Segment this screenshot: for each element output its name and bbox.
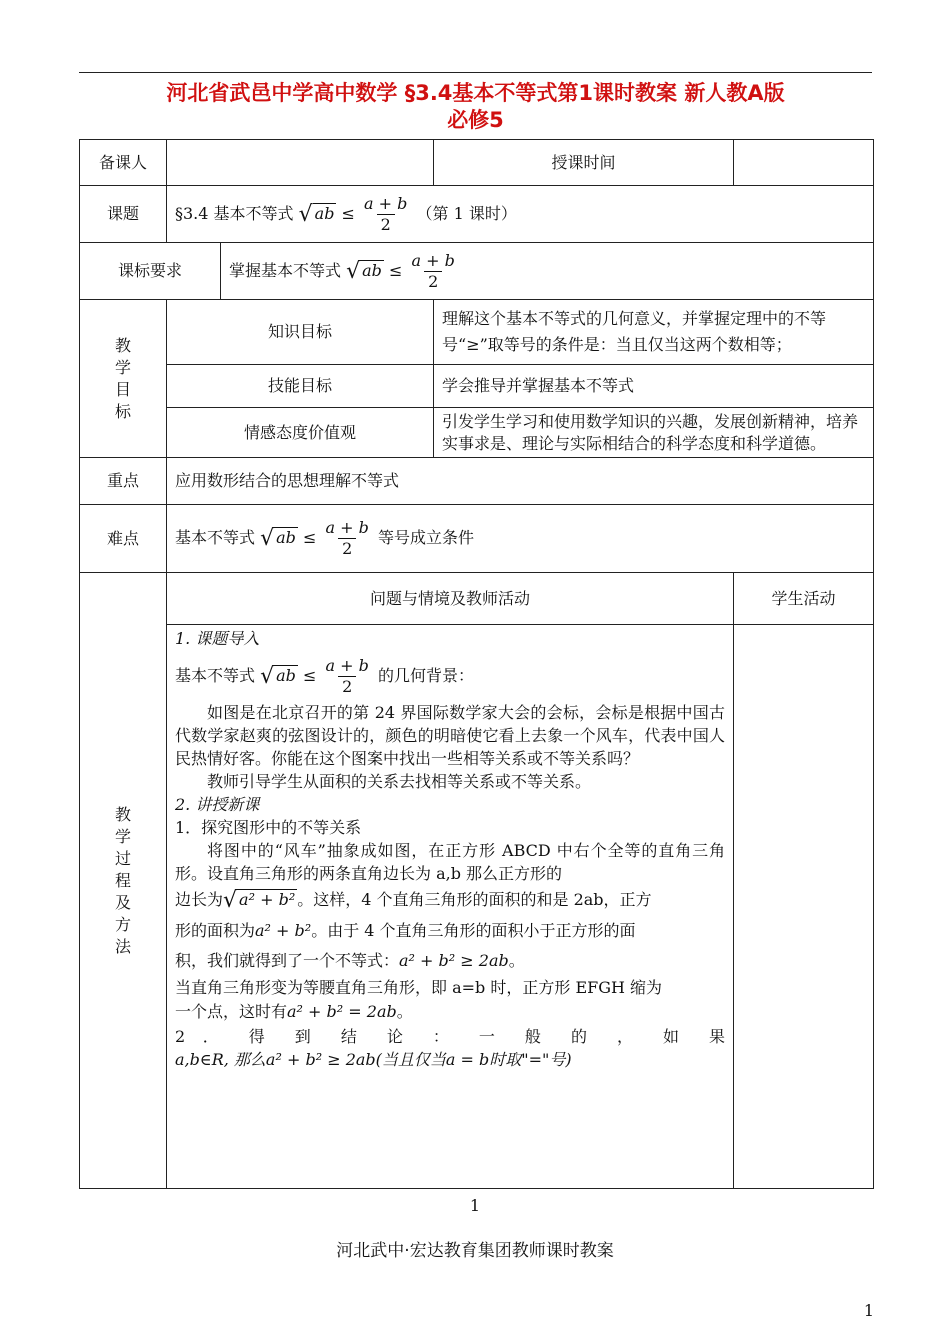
leq-sign: ≤ (341, 203, 355, 223)
geometric-background: 基本不等式 √ ab ≤ $\frac{a + b}{2}$ 的几何背景： (175, 656, 474, 696)
preparer-value (167, 140, 434, 186)
preparer-label: 备课人 (80, 140, 167, 186)
title-line-1: 河北省武邑中学高中数学 §3.4基本不等式第1课时教案 新人教A版 (166, 81, 785, 105)
sqrt-a2-b2: √ a² + b² (223, 888, 296, 913)
row-goal-knowledge (80, 300, 874, 365)
row-topic (80, 186, 874, 243)
student-activity-content (734, 625, 874, 1189)
teacher-activity-content (167, 625, 734, 1189)
fraction-a-plus-b-over-2: $\frac{a + b}{2}$ (411, 250, 455, 291)
sqrt-ab: √ ab (298, 201, 335, 227)
goal-knowledge-label: 知识目标 (167, 300, 434, 365)
paragraph-inequality: 积，我们就得到了一个不等式：a² + b² ≥ 2ab。 (175, 951, 525, 970)
difficulty-label: 难点 (80, 505, 167, 573)
key-label: 重点 (80, 458, 167, 505)
goal-attitude-text: 引发学生学习和使用数学知识的兴趣，发展创新精神，培养实事求是、理论与实际相结合的科学态度和科学道德。 (434, 408, 874, 458)
title-line-2: 必修5 (447, 108, 504, 132)
goals-label: 教 学 目 标 (80, 300, 167, 458)
goal-skill-text: 学会推导并掌握基本不等式 (434, 365, 874, 408)
process-label: 教 学 过 程 及 方 法 (80, 573, 167, 1189)
conclusion-math: a,b∈R, 那么a² + b² ≥ 2ab(当且仅当a = b时取"="号) (175, 1050, 572, 1069)
sqrt-ab: √ ab (260, 664, 296, 689)
fraction-a-plus-b-over-2: $\frac{a + b}{2}$ (325, 518, 369, 558)
row-preparer (80, 140, 874, 186)
standard-content (221, 243, 874, 300)
row-goal-attitude (80, 408, 874, 458)
difficulty-suffix: 等号成立条件 (377, 528, 474, 547)
goal-attitude-label: 情感态度价值观 (167, 408, 434, 458)
row-goal-skill (80, 365, 874, 408)
paragraph-square-area: 形的面积为a² + b²。由于 4 个直角三角形的面积小于正方形的面 (175, 921, 636, 940)
row-process-content (80, 625, 874, 1189)
header-rule (79, 72, 872, 73)
time-value (734, 140, 874, 186)
row-standard (80, 243, 874, 300)
row-process-header (80, 573, 874, 625)
conclusion-heading: 2 ． 得 到 结 论 ： 一 般 的 ， 如 果 (175, 1027, 726, 1046)
topic-prefix: §3.4 基本不等式 (175, 203, 294, 223)
fraction-a-plus-b-over-2: $\frac{a + b}{2}$ (364, 193, 408, 234)
page-number-right: 1 (863, 1301, 874, 1320)
page-number-center: 1 (469, 1196, 481, 1215)
row-difficulty (80, 505, 874, 573)
key-text: 应用数形结合的思想理解不等式 (167, 458, 874, 505)
difficulty-prefix: 基本不等式 (175, 528, 256, 547)
difficulty-content (167, 505, 874, 573)
goal-knowledge-text: 理解这个基本不等式的几何意义，并掌握定理中的不等号“≥”取等号的条件是：当且仅当这两个数相等； (434, 300, 874, 365)
paragraph-isosceles: 当直角三角形变为等腰直角三角形，即 a=b 时，正方形 EFGH 缩为 (175, 978, 663, 997)
fraction-a-plus-b-over-2: $\frac{a + b}{2}$ (325, 656, 369, 696)
paragraph-conference-logo: 如图是在北京召开的第 24 界国际数学家大会的会标，会标是根据中国古代数学家赵爽的弦图设计的，颜色的明暗使它看上去象一个风车，代表中国人民热情好客。你能在这个图案中找出一些相等关系或不等关系吗？ (175, 703, 726, 768)
time-label: 授课时间 (434, 140, 734, 186)
standard-label: 课标要求 (80, 243, 221, 300)
topic-suffix: （第 1 课时） (416, 203, 517, 223)
lesson-plan-table (79, 139, 874, 1189)
sqrt-ab: √ ab (260, 526, 296, 551)
teacher-activity-header: 问题与情境及教师活动 (167, 573, 734, 625)
paragraph-equality: 一个点，这时有a² + b² = 2ab。 (175, 1002, 413, 1021)
goal-skill-label: 技能目标 (167, 365, 434, 408)
student-activity-header: 学生活动 (734, 573, 874, 625)
leq-sign: ≤ (389, 260, 403, 280)
paragraph-teacher-guide: 教师引导学生从面积的关系去找相等关系或不等关系。 (207, 772, 592, 791)
subsection-explore: 1．探究图形中的不等关系 (175, 818, 362, 837)
standard-prefix: 掌握基本不等式 (229, 260, 342, 280)
paragraph-windmill: 将图中的“风车”抽象成如图，在正方形 ABCD 中右个全等的直角三角形。设直角三角形的两条直角边长为 a,b 那么正方形的 (175, 841, 726, 883)
expr-equality: a² + b² = 2ab (287, 1002, 397, 1021)
leq-sign: ≤ (303, 666, 317, 685)
paragraph-side-length: 边长为√ a² + b² 。这样，4 个直角三角形的面积的和是 2ab，正方 (175, 888, 652, 913)
leq-sign: ≤ (303, 528, 317, 547)
expr-inequality: a² + b² ≥ 2ab (399, 951, 509, 970)
document-title (79, 80, 872, 134)
footer-text: 河北武中·宏达教育集团教师课时教案 (336, 1241, 614, 1261)
section-heading-new-lesson: 2. 讲授新课 (175, 795, 260, 814)
expr-a2-plus-b2: a² + b² (255, 921, 312, 940)
section-heading-intro: 1. 课题导入 (175, 629, 260, 648)
topic-label: 课题 (80, 186, 167, 243)
topic-content (167, 186, 874, 243)
row-key (80, 458, 874, 505)
sqrt-ab: √ ab (346, 258, 382, 284)
